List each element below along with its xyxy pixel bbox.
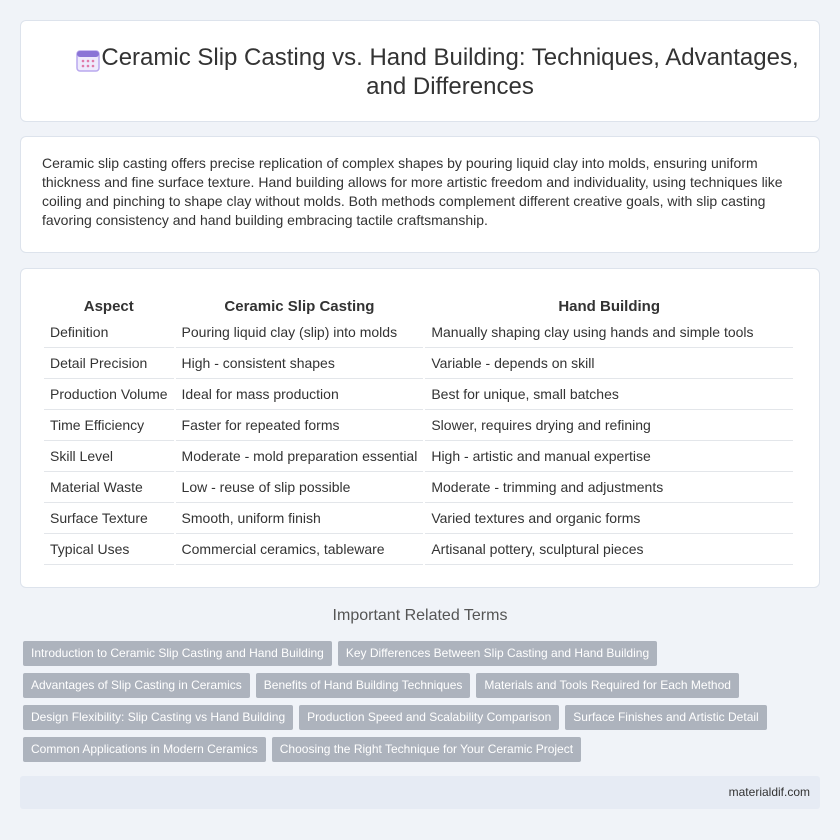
related-term-link[interactable]: Surface Finishes and Artistic Detail xyxy=(565,705,766,730)
comparison-table xyxy=(42,295,795,565)
cell-hand-building: Manually shaping clay using hands and simple tools xyxy=(425,317,793,348)
cell-slip-casting: Moderate - mold preparation essential xyxy=(176,441,424,472)
cell-slip-casting: Low - reuse of slip possible xyxy=(176,472,424,503)
table-header-row xyxy=(44,295,793,317)
header-aspect: Aspect xyxy=(83,297,134,315)
table-row xyxy=(44,503,793,534)
tag-row xyxy=(23,705,823,737)
header-hand-building: Hand Building xyxy=(558,297,660,315)
footer-site-link[interactable]: materialdif.com xyxy=(728,785,810,799)
related-term-link[interactable]: Introduction to Ceramic Slip Casting and Hand Building xyxy=(23,641,332,666)
related-term-link[interactable]: Materials and Tools Required for Each Method xyxy=(476,673,739,698)
cell-hand-building: Slower, requires drying and refining xyxy=(425,410,793,441)
cell-slip-casting: Pouring liquid clay (slip) into molds xyxy=(176,317,424,348)
cell-hand-building: Variable - depends on skill xyxy=(425,348,793,379)
calendar-icon xyxy=(75,47,101,73)
cell-aspect: Surface Texture xyxy=(44,503,174,534)
intro-paragraph: Ceramic slip casting offers precise replication of complex shapes by pouring liquid clay into molds, ensuring uniform thickness and fine surface texture. Hand building allows for more artistic freedom and individuality, using techniques like coiling and pinching to shape clay without molds. Both methods complement different creative goals, with slip casting favoring consistency and hand building embracing tactile craftsmanship. xyxy=(42,155,783,228)
cell-aspect: Detail Precision xyxy=(44,348,174,379)
table-row xyxy=(44,534,793,565)
cell-slip-casting: Smooth, uniform finish xyxy=(176,503,424,534)
related-terms-title: Important Related Terms xyxy=(332,607,508,624)
related-terms-list xyxy=(23,641,823,769)
cell-aspect: Typical Uses xyxy=(44,534,174,565)
related-term-link[interactable]: Key Differences Between Slip Casting and Hand Building xyxy=(338,641,657,666)
cell-hand-building: Best for unique, small batches xyxy=(425,379,793,410)
table-row xyxy=(44,472,793,503)
header-card xyxy=(20,20,820,122)
cell-slip-casting: High - consistent shapes xyxy=(176,348,424,379)
cell-slip-casting: Faster for repeated forms xyxy=(176,410,424,441)
comparison-table-card xyxy=(20,268,820,588)
cell-aspect: Time Efficiency xyxy=(44,410,174,441)
table-row xyxy=(44,317,793,348)
tag-row xyxy=(23,641,823,673)
cell-slip-casting: Commercial ceramics, tableware xyxy=(176,534,424,565)
related-term-link[interactable]: Choosing the Right Technique for Your Ceramic Project xyxy=(272,737,581,762)
cell-slip-casting: Ideal for mass production xyxy=(176,379,424,410)
related-term-link[interactable]: Advantages of Slip Casting in Ceramics xyxy=(23,673,250,698)
intro-card xyxy=(20,136,820,253)
table-row xyxy=(44,379,793,410)
cell-hand-building: High - artistic and manual expertise xyxy=(425,441,793,472)
cell-hand-building: Artisanal pottery, sculptural pieces xyxy=(425,534,793,565)
related-term-link[interactable]: Production Speed and Scalability Comparison xyxy=(299,705,559,730)
related-term-link[interactable]: Design Flexibility: Slip Casting vs Hand Building xyxy=(23,705,293,730)
footer xyxy=(20,776,820,809)
cell-aspect: Skill Level xyxy=(44,441,174,472)
related-term-link[interactable]: Common Applications in Modern Ceramics xyxy=(23,737,266,762)
cell-hand-building: Moderate - trimming and adjustments xyxy=(425,472,793,503)
tag-row xyxy=(23,673,823,705)
cell-aspect: Material Waste xyxy=(44,472,174,503)
cell-aspect: Production Volume xyxy=(44,379,174,410)
cell-hand-building: Varied textures and organic forms xyxy=(425,503,793,534)
table-row xyxy=(44,441,793,472)
page-title: Ceramic Slip Casting vs. Hand Building: Techniques, Advantages, and Differences xyxy=(101,44,799,100)
tag-row xyxy=(23,737,823,769)
table-row xyxy=(44,410,793,441)
table-row xyxy=(44,348,793,379)
header-slip-casting: Ceramic Slip Casting xyxy=(224,297,375,315)
related-term-link[interactable]: Benefits of Hand Building Techniques xyxy=(256,673,471,698)
cell-aspect: Definition xyxy=(44,317,174,348)
